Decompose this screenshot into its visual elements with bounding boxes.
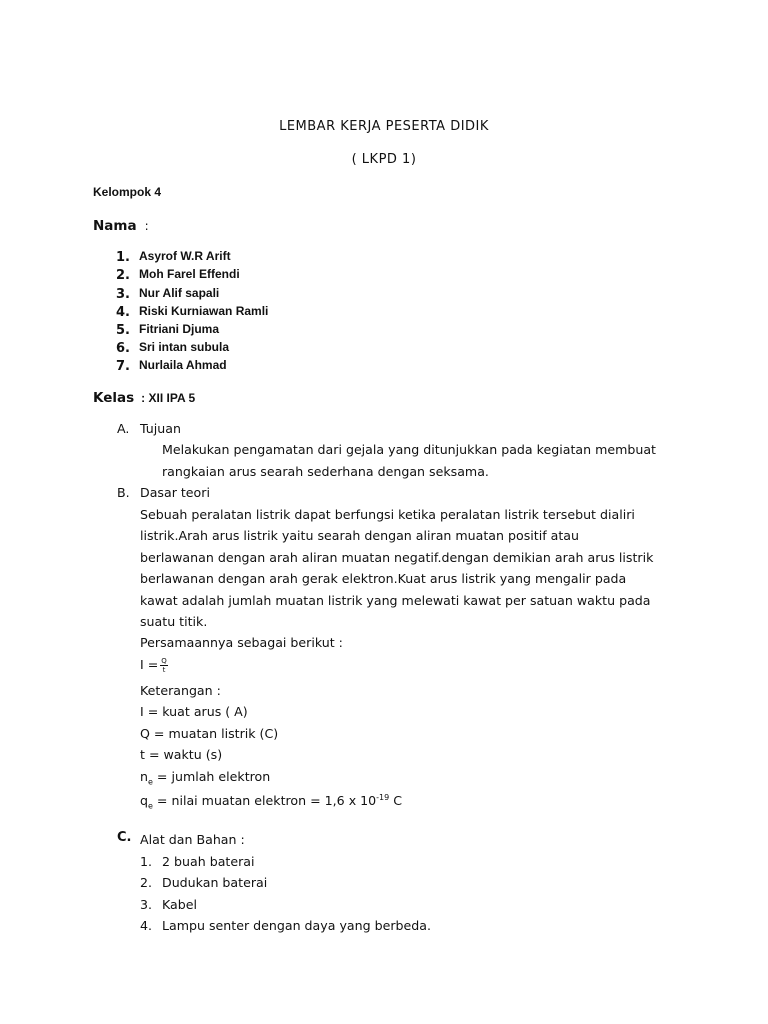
ne-text: = jumlah elektron bbox=[152, 769, 271, 784]
keterangan-line: t = waktu (s) bbox=[140, 747, 223, 762]
member-number: 4. bbox=[116, 305, 130, 320]
keterangan-line-qe bbox=[140, 787, 402, 817]
section-b-marker: B. bbox=[117, 485, 130, 500]
equipment-number: 1. bbox=[140, 854, 153, 869]
member-name: Nur Alif sapali bbox=[139, 286, 220, 300]
formula-lhs: I = bbox=[140, 657, 159, 672]
equipment-item: Lampu senter dengan daya yang berbeda. bbox=[162, 918, 431, 933]
formula-denominator: t bbox=[162, 666, 166, 674]
member-name: Nurlaila Ahmad bbox=[139, 358, 227, 372]
names-colon: : bbox=[144, 219, 149, 233]
equipment-item: Kabel bbox=[162, 897, 197, 912]
formula-fraction bbox=[160, 657, 168, 674]
member-number: 1. bbox=[116, 250, 130, 265]
member-name: Sri intan subula bbox=[139, 340, 230, 354]
section-b-line: berlawanan dengan arah aliran muatan negatif.dengan demikian arah arus listrik bbox=[140, 550, 654, 565]
equipment-number: 3. bbox=[140, 897, 153, 912]
names-label: Nama bbox=[93, 218, 137, 234]
section-b-line: suatu titik. bbox=[140, 614, 208, 629]
member-item bbox=[116, 303, 269, 321]
keterangan-line: I = kuat arus ( A) bbox=[140, 704, 248, 719]
keterangan-line: Q = muatan listrik (C) bbox=[140, 726, 279, 741]
member-item bbox=[116, 339, 230, 357]
member-number: 7. bbox=[116, 359, 130, 374]
section-b-line: Persamaannya sebagai berikut : bbox=[140, 635, 343, 650]
member-item bbox=[116, 321, 220, 339]
member-name: Riski Kurniawan Ramli bbox=[139, 304, 269, 318]
member-name: Asyrof W.R Arift bbox=[139, 249, 231, 263]
equipment-item: 2 buah baterai bbox=[162, 854, 255, 869]
member-number: 6. bbox=[116, 341, 130, 356]
equipment-number: 4. bbox=[140, 918, 153, 933]
names-heading bbox=[93, 217, 149, 235]
section-a-line: rangkaian arus searah sederhana dengan seksama. bbox=[162, 464, 489, 479]
qe-text: = nilai muatan elektron = 1,6 x 10 bbox=[152, 793, 377, 809]
member-number: 2. bbox=[116, 268, 130, 283]
formula bbox=[140, 654, 168, 676]
section-b-line: berlawanan dengan arah gerak elektron.Kuat arus listrik yang mengalir pada bbox=[140, 571, 627, 586]
member-name: Moh Farel Effendi bbox=[139, 267, 240, 281]
section-b-line: kawat adalah jumlah muatan listrik yang melewati kawat per satuan waktu pada bbox=[140, 593, 651, 608]
member-item bbox=[116, 285, 220, 303]
formula-numerator: Q bbox=[161, 657, 167, 665]
equipment-item: Dudukan baterai bbox=[162, 875, 268, 890]
section-b-line: Sebuah peralatan listrik dapat berfungsi ketika peralatan listrik tersebut dialiri bbox=[140, 507, 635, 522]
qe-exponent: -19 bbox=[376, 793, 390, 802]
section-b-title: Dasar teori bbox=[140, 485, 210, 500]
member-item bbox=[116, 248, 231, 266]
group-label: Kelompok 4 bbox=[93, 185, 162, 199]
keterangan-label: Keterangan : bbox=[140, 683, 221, 698]
equipment-number: 2. bbox=[140, 875, 153, 890]
class-value: : XII IPA 5 bbox=[141, 391, 196, 405]
section-c-title: Alat dan Bahan : bbox=[140, 832, 245, 847]
class-heading bbox=[93, 389, 195, 407]
section-a-marker: A. bbox=[117, 421, 130, 436]
qe-subscript: e bbox=[148, 801, 153, 811]
member-item bbox=[116, 266, 240, 284]
class-label: Kelas bbox=[93, 390, 135, 406]
ne-subscript: e bbox=[147, 777, 153, 787]
section-a-line: Melakukan pengamatan dari gejala yang ditunjukkan pada kegiatan membuat bbox=[162, 442, 656, 457]
document-subtitle: ( LKPD 1) bbox=[351, 152, 417, 167]
section-b-line: listrik.Arah arus listrik yaitu searah dengan aliran muatan positif atau bbox=[140, 528, 579, 543]
member-name: Fitriani Djuma bbox=[139, 322, 220, 336]
ne-symbol: n bbox=[140, 769, 148, 784]
document-title: LEMBAR KERJA PESERTA DIDIK bbox=[279, 119, 489, 134]
member-item bbox=[116, 357, 227, 375]
member-number: 5. bbox=[116, 323, 130, 338]
qe-symbol: q bbox=[140, 793, 148, 809]
qe-unit: C bbox=[389, 793, 403, 809]
section-a-title: Tujuan bbox=[140, 421, 181, 436]
section-c-marker: C. bbox=[117, 830, 132, 845]
member-number: 3. bbox=[116, 287, 130, 302]
